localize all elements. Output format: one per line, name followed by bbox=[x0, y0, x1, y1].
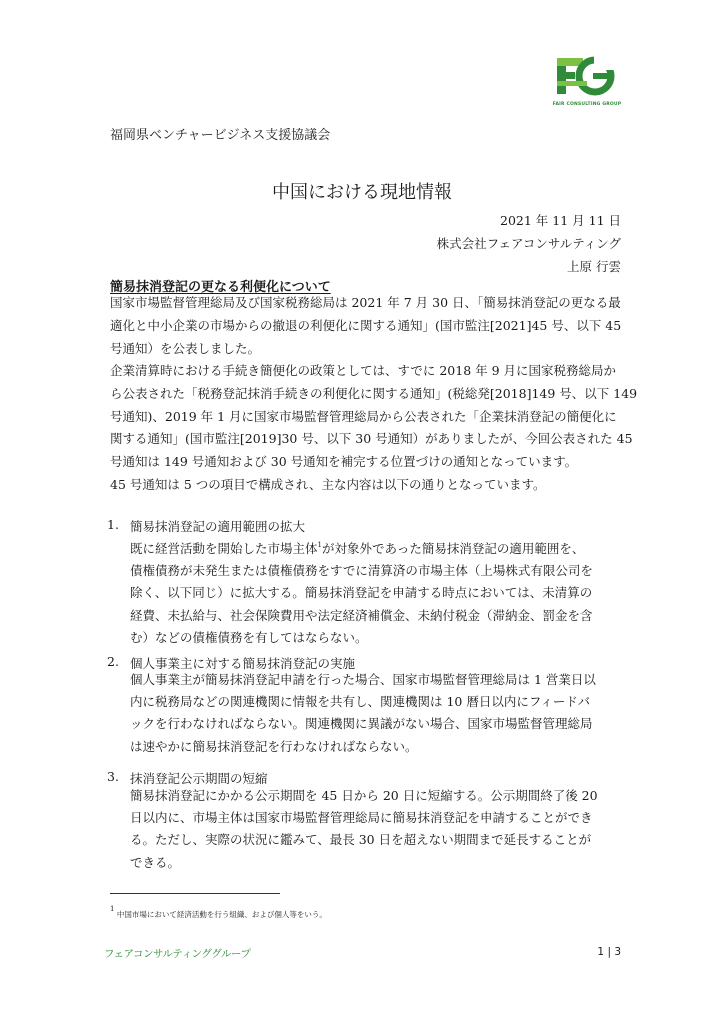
item-title: 個人事業主に対する簡易抹消登記の実施 bbox=[130, 656, 356, 671]
paragraph-1 bbox=[110, 292, 620, 360]
text-line bbox=[130, 534, 622, 560]
footnote-text: 中国市場において経済活動を行う組織、および個人等をいう。 bbox=[116, 910, 327, 919]
item-1-body bbox=[130, 534, 622, 649]
item-2-body bbox=[130, 669, 622, 758]
paragraph-2 bbox=[110, 360, 638, 474]
text-line: る。ただし、実際の状況に鑑みて、最長 30 日を超えない期間まで延長することが bbox=[130, 832, 592, 848]
footnote-divider bbox=[110, 893, 280, 894]
text-line: 45 号通知は 5 つの項目で構成され、主な内容は以下の通りとなっています。 bbox=[110, 477, 546, 492]
item-number: 3. bbox=[107, 769, 119, 784]
text-line: 債権債務が未発生または債権債務をすでに清算済の市場主体（上場株式有限公司を bbox=[130, 563, 593, 579]
text-line: 関する通知」(国市監注[2019]30 号、以下 30 号通知）がありましたが、今回公表された 45 bbox=[110, 431, 633, 447]
logo-tagline: FAIR CONSULTING GROUP bbox=[552, 102, 622, 107]
item-3-body bbox=[130, 785, 622, 874]
item-title: 簡易抹消登記の適用範囲の拡大 bbox=[130, 519, 306, 534]
organization-name: 福岡県ベンチャービジネス支援協議会 bbox=[110, 128, 331, 143]
text-line: 除く、以下同じ）に拡大する。簡易抹消登記を申請する時点においては、未清算の bbox=[130, 585, 593, 601]
text-line: 号通知は 149 号通知および 30 号通知を補完する位置づけの通知となっています。 bbox=[110, 454, 578, 470]
fg-logo-icon bbox=[553, 52, 619, 104]
text-line: む）などの債権債務を有してはならない。 bbox=[130, 629, 368, 645]
footnote-reference: 1 bbox=[317, 541, 322, 549]
paragraph-3 bbox=[110, 474, 620, 497]
text-line: ら公表された「税務登記抹消手続きの利便化に関する通知」(税総発[2018]149 号、以下 149 bbox=[110, 385, 638, 401]
text-line: ックを行わなければならない。関連機関に異議がない場合、国家市場監督管理総局 bbox=[130, 716, 593, 732]
text-line: は速やかに簡易抹消登記を行わなければならない。 bbox=[130, 738, 418, 754]
item-title: 抹消登記公示期間の短縮 bbox=[130, 771, 268, 786]
text-line: 号通知)、2019 年 1 月に国家市場監督管理総局から公表された「企業抹消登記の簡便化に bbox=[110, 408, 617, 424]
text-line: できる。 bbox=[130, 854, 181, 870]
text-line: 個人事業主が簡易抹消登記申請を行った場合、国家市場監督管理総局は 1 営業日以 bbox=[130, 672, 596, 687]
text-line: 日以内に、市場主体は国家市場監督管理総局に簡易抹消登記を申請することができ bbox=[130, 810, 593, 826]
text-line: 簡易抹消登記にかかる公示期間を 45 日から 20 日に短縮する。公示期間終了後 20 bbox=[130, 788, 598, 803]
text-line: 号通知）を公表しました。 bbox=[110, 340, 261, 356]
section-heading: 簡易抹消登記の更なる利便化について bbox=[110, 280, 331, 295]
text-line: 内に税務局などの関連機関に情報を共有し、関連機関は 10 暦日以内にフィードバ bbox=[130, 694, 591, 710]
text-line: 企業清算時における手続き簡便化の政策としては、すでに 2018 年 9 月に国家税務総局か bbox=[110, 363, 617, 378]
item-number: 1. bbox=[107, 517, 119, 532]
footnote bbox=[110, 905, 327, 920]
document-date: 2021 年 11 月 11 日 bbox=[500, 213, 621, 228]
document-title: 中国における現地情報 bbox=[272, 182, 452, 203]
text-line: 適化と中小企業の市場からの撤退の利便化に関する通知」(国市監注[2021]45 号、以下 45 bbox=[110, 317, 622, 333]
text-fragment: 既に経営活動を開始した市場主体 bbox=[130, 541, 318, 556]
text-line: 経費、未払給与、社会保険費用や法定経済補償金、未納付税金（滞納金、罰金を含 bbox=[130, 607, 593, 623]
page-number: 1 | 3 bbox=[597, 946, 621, 958]
company-name: 株式会社フェアコンサルティング bbox=[436, 236, 621, 251]
footer-brand: フェアコンサルティンググループ bbox=[104, 948, 251, 960]
text-line: 国家市場監督管理総局及び国家税務総局は 2021 年 7 月 30 日、「簡易抹消登記の更なる最 bbox=[110, 295, 621, 310]
item-number: 2. bbox=[107, 654, 119, 669]
author-name: 上原 行雲 bbox=[567, 259, 621, 274]
footnote-mark: 1 bbox=[110, 905, 115, 913]
text-fragment: が対象外であった簡易抹消登記の適用範囲を、 bbox=[321, 541, 585, 556]
